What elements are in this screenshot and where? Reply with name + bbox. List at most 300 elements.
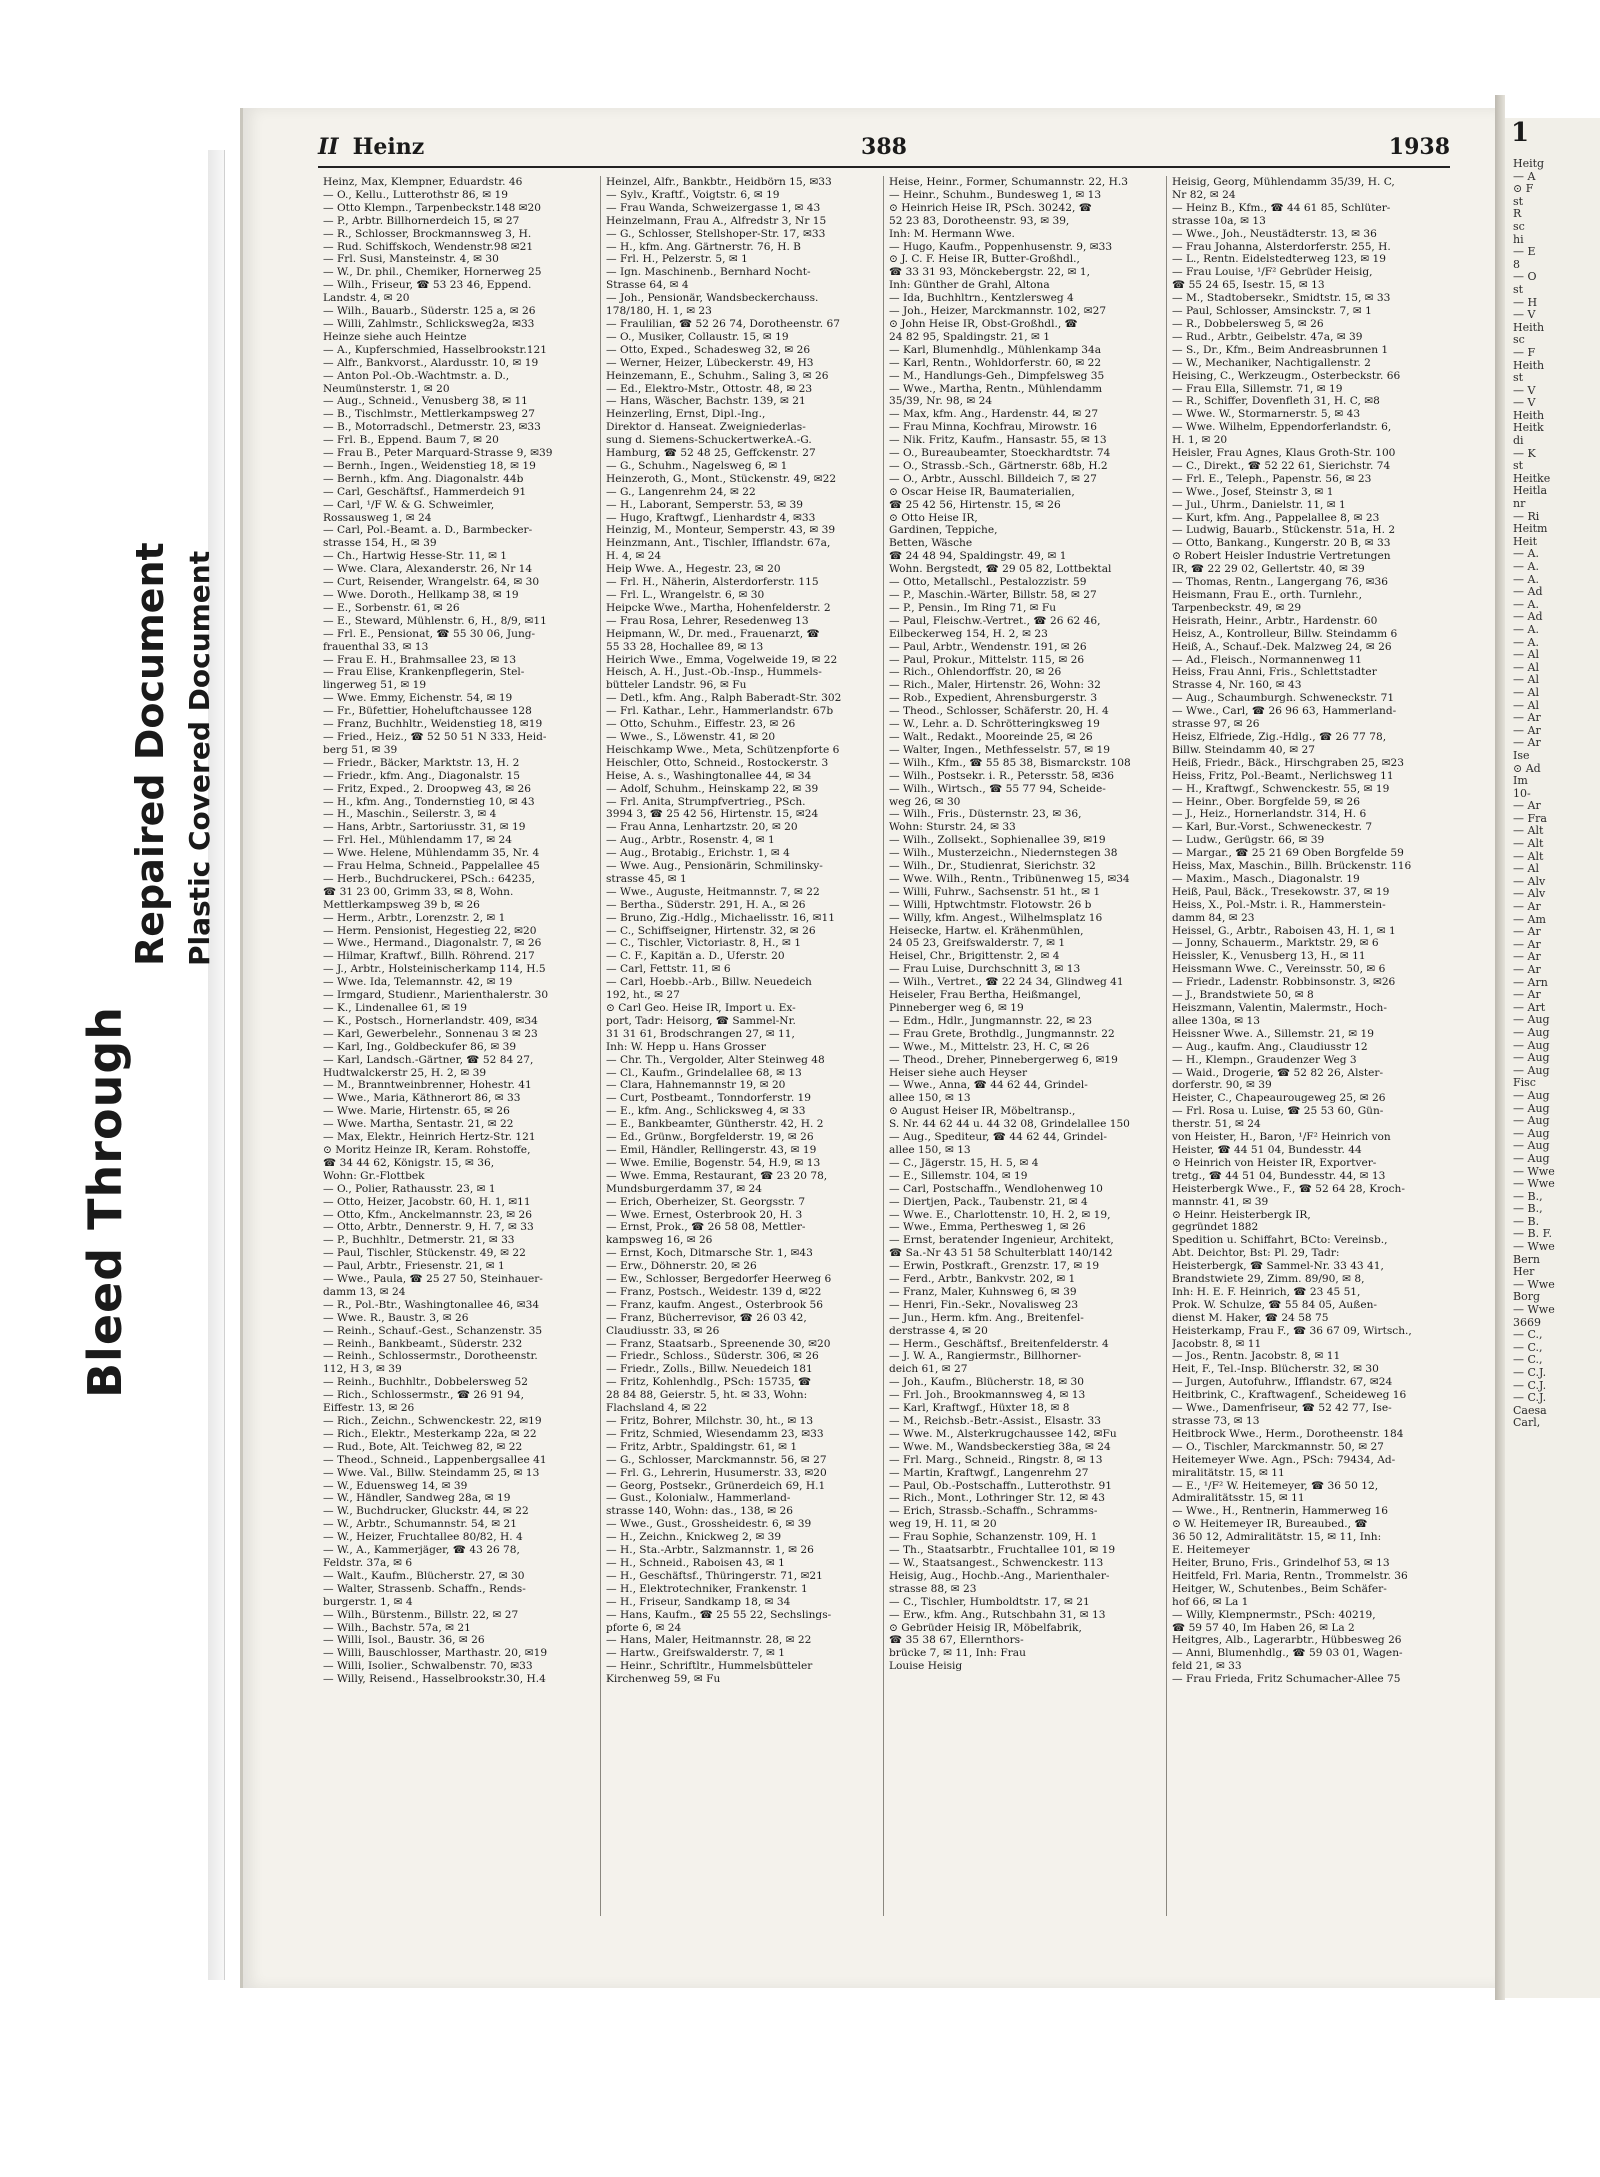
- directory-entry-line: Heismann, Frau E., orth. Turnlehr.,: [1172, 589, 1362, 601]
- directory-entry-line: — G., Langenrehm 24, ✉ 22: [606, 485, 756, 498]
- adjacent-page-line: Fisc: [1513, 1076, 1536, 1090]
- directory-entry-line: Heinzel, Alfr., Bankbtr., Heidbörn 15, ✉33: [606, 176, 832, 188]
- column-4: [1167, 176, 1450, 1916]
- directory-entry-line: — Wwe. M., Alsterkrugchaussee 142, ✉Fu: [889, 1427, 1117, 1440]
- directory-entry-line: von Heister, H., Baron, ¹/F² Heinrich von: [1172, 1131, 1391, 1144]
- directory-entry-line: Heinzmann, Ant., Tischler, Ifflandstr. 67a,: [606, 537, 831, 550]
- directory-entry-line: Heisler, Frau Agnes, Klaus Groth-Str. 100: [1172, 447, 1396, 460]
- directory-entry-line: — Frau Grete, Brothdlg., Jungmannstr. 22: [889, 1027, 1115, 1040]
- directory-entry-line: gegründet 1882: [1172, 1221, 1259, 1234]
- directory-entry-line: Rossausweg 1, ✉ 24: [323, 511, 432, 524]
- directory-entry-line: — H., Friseur, Sandkamp 18, ✉ 34: [606, 1595, 791, 1608]
- adjacent-page-line: Caesa: [1513, 1403, 1547, 1417]
- directory-entry-line: — Th., Staatsarbtr., Fruchtallee 101, ✉ 19: [889, 1544, 1116, 1557]
- directory-entry-line: — Ed., Grünw., Borgfelderstr. 19, ✉ 26: [606, 1131, 814, 1144]
- directory-entry-line: ☎ 35 38 67, Ellernthors-: [889, 1634, 1024, 1647]
- directory-entry-line: Admiralitätsstr. 15, ✉ 11: [1172, 1492, 1305, 1505]
- directory-entry-line: ☎ 59 57 40, Im Haben 26, ✉ La 2: [1172, 1621, 1355, 1634]
- directory-entry-line: — Theod., Schneid., Lappenbergsallee 41: [323, 1453, 547, 1466]
- bleed-through-label: Bleed Through: [78, 1005, 132, 1398]
- directory-entry-line: Eilbeckerweg 154, H. 2, ✉ 23: [889, 627, 1048, 640]
- directory-entry-line: — Erw., Döhnerstr. 20, ✉ 26: [606, 1260, 757, 1273]
- directory-entry-line: Heissmann Wwe. C., Vereinsstr. 50, ✉ 6: [1172, 963, 1386, 976]
- directory-entry-line: Heinzelmann, Frau A., Alfredstr 3, Nr 15: [606, 214, 827, 227]
- directory-entry-line: Heipcke Wwe., Martha, Hohenfelderstr. 2: [606, 601, 831, 614]
- directory-entry-line: — Ludw., Gerügstr. 66, ✉ 39: [1172, 834, 1325, 847]
- directory-entry-line: — G., Schlosser, Marckmannstr. 56, ✉ 27: [606, 1453, 827, 1466]
- directory-entry-line: 192, ht., ✉ 27: [606, 989, 680, 1002]
- directory-entry-line: — Wilh., Vertret., ☎ 22 24 34, Glindweg 41: [889, 976, 1124, 989]
- directory-entry-line: — Wwe. M., Wandsbeckerstieg 38a, ✉ 24: [889, 1440, 1111, 1453]
- section-roman: II: [318, 134, 339, 160]
- directory-entry-line: IR, ☎ 22 29 02, Gellertstr. 40, ✉ 39: [1172, 563, 1365, 576]
- directory-entry-line: — Wwe. Martha, Sentastr. 21, ✉ 22: [323, 1118, 514, 1131]
- adjacent-page-line: — Aug: [1513, 1025, 1550, 1039]
- directory-entry-line: — M., Stadtobersekr., Smidtstr. 15, ✉ 33: [1172, 292, 1391, 305]
- directory-entry-line: — Frau Johanna, Alsterdorferstr. 255, H.: [1172, 240, 1391, 253]
- adjacent-page-line: — B.: [1513, 1214, 1540, 1228]
- adjacent-page-line: — Arn: [1513, 975, 1548, 989]
- adjacent-page-line: — V: [1513, 383, 1536, 397]
- directory-entry-line: — Clara, Hahnemannstr 19, ✉ 20: [606, 1079, 786, 1092]
- directory-entry-line: Heisterbergk, ☎ Sammel-Nr. 33 43 41,: [1172, 1260, 1384, 1273]
- adjacent-page-line: — Alt: [1513, 824, 1544, 838]
- directory-entry-line: — Herm., Geschäftsf., Breitenfelderstr. 4: [889, 1337, 1109, 1350]
- directory-entry-line: Heiter, Bruno, Fris., Grindelhof 53, ✉ 13: [1172, 1556, 1390, 1569]
- directory-entry-line: — Willy, Klempnermstr., PSch: 40219,: [1172, 1608, 1376, 1621]
- directory-entry-line: — E., kfm. Ang., Schlicksweg 4, ✉ 33: [606, 1105, 806, 1118]
- directory-entry-line: — Wwe., Damenfriseur, ☎ 52 42 77, Ise-: [1172, 1402, 1392, 1415]
- directory-entry-line: — Wwe. Ida, Telemannstr. 42, ✉ 19: [323, 976, 513, 989]
- adjacent-page-line: — E: [1513, 245, 1536, 259]
- directory-entry-line: — Erich, Strassb.-Schaffn., Schramms-: [889, 1505, 1098, 1518]
- directory-entry-line: Heiseler, Frau Bertha, Heißmangel,: [889, 989, 1082, 1002]
- directory-entry-line: — Wwe. Emma, Restaurant, ☎ 23 20 78,: [606, 1169, 828, 1182]
- directory-entry-line: — G., Schuhm., Nagelsweg 6, ✉ 1: [606, 459, 788, 472]
- directory-entry-line: — Ad., Fleisch., Normannenweg 11: [1172, 653, 1362, 666]
- directory-entry-line: — Rich., Maler, Hirtenstr. 26, Wohn: 32: [889, 679, 1101, 692]
- directory-entry-line: Heister, ☎ 44 51 04, Bundesstr. 44: [1172, 1143, 1362, 1156]
- directory-entry-line: — Frl. L., Wrangelstr. 6, ✉ 30: [606, 589, 765, 601]
- adjacent-page-line: Borg: [1513, 1290, 1541, 1304]
- directory-entry-line: ☎ 33 31 93, Mönckebergstr. 22, ✉ 1,: [889, 266, 1090, 279]
- directory-entry-line: 24 82 95, Spaldingstr. 21, ✉ 1: [889, 330, 1050, 343]
- adjacent-page-line: — A.: [1513, 560, 1539, 573]
- directory-entry-line: — Otto, Exped., Schadesweg 32, ✉ 26: [606, 343, 811, 356]
- directory-entry-line: — Karl, Ing., Goldbeckufer 86, ✉ 39: [323, 1040, 517, 1053]
- directory-entry-line: — Frau Anna, Lenhartzstr. 20, ✉ 20: [606, 821, 798, 834]
- directory-entry-line: — W., Lehr. a. D. Schrötteringksweg 19: [889, 718, 1100, 731]
- directory-entry-line: Heisig, Georg, Mühlendamm 35/39, H. C,: [1172, 176, 1395, 188]
- directory-entry-line: — K., Lindenallee 61, ✉ 19: [323, 1002, 468, 1014]
- directory-entry-line: — W., Buchdrucker, Gluckstr. 44, ✉ 22: [323, 1505, 529, 1518]
- directory-entry-line: — R., Schiffer, Dovenfleth 31, H. C, ✉8: [1172, 395, 1380, 408]
- directory-entry-line: — Anton Pol.-Ob.-Wachtmstr. a. D.,: [323, 369, 510, 382]
- directory-entry-line: — Reinh., Buchhltr., Dobbelersweg 52: [323, 1376, 529, 1389]
- directory-entry-line: — Wwe. E., Charlottenstr. 10, H. 2, ✉ 19,: [889, 1208, 1111, 1221]
- adjacent-page-line: — Wwe: [1513, 1240, 1555, 1254]
- directory-entry-line: — H., Klempn., Graudenzer Weg 3: [1172, 1053, 1357, 1066]
- directory-entry-line: — Frau Wanda, Schweizergasse 1, ✉ 43: [606, 201, 821, 214]
- directory-entry-line: — Carl, Postschaffn., Wendlohenweg 10: [889, 1182, 1103, 1195]
- directory-entry-line: Louise Heisig: [889, 1660, 963, 1673]
- directory-entry-line: damm 13, ✉ 24: [323, 1285, 406, 1298]
- directory-entry-line: brücke 7, ✉ 11, Inh: Frau: [889, 1647, 1026, 1660]
- directory-entry-line: — Kurt, kfm. Ang., Pappelallee 8, ✉ 23: [1172, 511, 1380, 524]
- directory-entry-line: Mettlerkampsweg 39 b, ✉ 26: [323, 898, 480, 911]
- directory-entry-line: — Wwe., Gust., Grossheidestr. 6, ✉ 39: [606, 1518, 812, 1531]
- directory-entry-line: Wohn. Bergstedt, ☎ 29 05 82, Lottbektal: [889, 563, 1112, 576]
- directory-entry-line: — Otto, Kfm., Anckelmannstr. 23, ✉ 26: [323, 1208, 533, 1221]
- directory-entry-line: — Bruno, Zig.-Hdlg., Michaelisstr. 16, ✉11: [606, 911, 836, 924]
- directory-entry-line: — Walt., Redakt., Mooreinde 25, ✉ 26: [889, 730, 1093, 743]
- directory-entry-line: — Rob., Expedient, Ahrensburgerstr. 3: [889, 692, 1098, 705]
- directory-entry-line: — Reinh., Schlossermstr., Dorotheenstr.: [323, 1350, 538, 1363]
- directory-entry-line: — Paul, Prokur., Mittelstr. 115, ✉ 26: [889, 653, 1085, 666]
- directory-entry-line: Heitbrock Wwe., Herm., Dorotheenstr. 184: [1172, 1427, 1404, 1440]
- adjacent-page-line: — Alt: [1513, 837, 1544, 851]
- directory-entry-line: — Ch., Hartwig Hesse-Str. 11, ✉ 1: [323, 550, 508, 563]
- directory-entry-line: tretg., ☎ 44 51 04, Bundesstr. 44, ✉ 13: [1172, 1169, 1386, 1182]
- directory-entry-line: — Ida, Buchhltrn., Kentzlersweg 4: [889, 292, 1074, 305]
- directory-entry-line: — Karl, Rentn., Wohldorferstr. 60, ✉ 22: [889, 356, 1102, 369]
- directory-entry-line: — Wilh., Bürstenm., Billstr. 22, ✉ 27: [323, 1608, 519, 1621]
- directory-entry-line: — Martin, Kraftwgf., Langenrehm 27: [889, 1466, 1089, 1479]
- directory-entry-line: — Diertjen, Pack., Taubenstr. 21, ✉ 4: [889, 1195, 1088, 1208]
- adjacent-page-line: st: [1513, 194, 1524, 208]
- directory-entry-line: — Wwe., Martha, Rentn., Mühlendamm: [889, 382, 1103, 395]
- directory-entry-line: Mundsburgerdamm 37, ✉ 24: [606, 1182, 762, 1195]
- directory-entry-line: — Reinh., Bankbeamt., Süderstr. 232: [323, 1337, 523, 1350]
- page-number: 388: [861, 134, 907, 160]
- adjacent-page-line: — V: [1513, 396, 1536, 410]
- directory-entry-line: — Friedr., Zolls., Billw. Neuedeich 181: [606, 1363, 813, 1376]
- directory-columns: [318, 176, 1450, 1916]
- directory-entry-line: — J. W. A., Rangiermstr., Billhorner-: [889, 1350, 1082, 1363]
- directory-entry-line: Heiss, X., Pol.-Mstr. i. R., Hammerstein-: [1172, 898, 1386, 911]
- directory-entry-line: — K., Postsch., Hornerlandstr. 409, ✉34: [323, 1014, 538, 1027]
- directory-entry-line: 55 33 28, Hochallee 89, ✉ 13: [606, 640, 764, 653]
- directory-entry-line: Heising, C., Werkzeugm., Osterbeckstr. 66: [1172, 369, 1401, 382]
- directory-entry-line: — Jurgen, Autofuhrw., Ifflandstr. 67, ✉24: [1172, 1376, 1393, 1389]
- directory-entry-line: — Joh., Pensionär, Wandsbeckerchauss.: [606, 292, 819, 305]
- adjacent-page-line: — Alv: [1513, 887, 1546, 901]
- directory-entry-line: — Walter, Ingen., Methfesselstr. 57, ✉ 19: [889, 743, 1110, 756]
- directory-entry-line: — Franz, Maler, Kuhnsweg 6, ✉ 39: [889, 1285, 1077, 1298]
- directory-entry-line: — H., Laborant, Semperstr. 53, ✉ 39: [606, 498, 803, 511]
- directory-entry-line: 178/180, H. 1, ✉ 23: [606, 305, 712, 318]
- directory-entry-line: — Fritz, Arbtr., Spaldingstr. 61, ✉ 1: [606, 1440, 798, 1453]
- directory-entry-line: — Herm. Pensionist, Hegestieg 22, ✉20: [323, 924, 537, 937]
- directory-entry-line: Heiß, Paul, Bäck., Tresekowstr. 37, ✉ 19: [1172, 885, 1390, 898]
- directory-entry-line: kampsweg 16, ✉ 26: [606, 1234, 713, 1247]
- directory-entry-line: — Henri, Fin.-Sekr., Novalisweg 23: [889, 1298, 1079, 1311]
- directory-entry-line: — O., Polier, Rathausstr. 23, ✉ 1: [323, 1182, 496, 1195]
- directory-entry-line: Pinneberger weg 6, ✉ 19: [889, 1002, 1024, 1014]
- adjacent-page-header: 1: [1511, 118, 1530, 148]
- directory-entry-line: — Walt., Kaufm., Blücherstr. 27, ✉ 30: [323, 1569, 525, 1582]
- book-gutter: [1495, 95, 1505, 2000]
- directory-entry-line: — W., Händler, Sandweg 28a, ✉ 19: [323, 1492, 511, 1505]
- directory-entry-line: — Erich, Oberheizer, St. Georgsstr. 7: [606, 1195, 806, 1208]
- directory-entry-line: — Rich., Elektr., Mesterkamp 22a, ✉ 22: [323, 1427, 537, 1440]
- adjacent-page-line: — Aug: [1513, 1101, 1550, 1115]
- directory-entry-line: Heisz, Elfriede, Zig.-Hdlg., ☎ 26 77 78,: [1172, 730, 1387, 743]
- directory-entry-line: — Wwe. R., Baustr. 3, ✉ 26: [323, 1311, 469, 1324]
- plastic-covered-label: Plastic Covered Document: [183, 550, 216, 966]
- directory-entry-line: — Franz, Postsch., Weidestr. 139 d, ✉22: [606, 1285, 822, 1298]
- directory-entry-line: — Ernst, Koch, Ditmarsche Str. 1, ✉43: [606, 1247, 813, 1260]
- directory-entry-line: — O., Musiker, Collaustr. 15, ✉ 19: [606, 330, 789, 343]
- directory-entry-line: port, Tadr: Heisorg, ☎ Sammel-Nr.: [606, 1014, 796, 1027]
- directory-entry-line: — Willi, Isolier., Schwalbenstr. 70, ✉33: [323, 1660, 533, 1673]
- directory-entry-line: ⊙ Otto Heise IR,: [889, 511, 978, 524]
- directory-entry-line: Inh: H. E. F. Heinrich, ☎ 23 45 51,: [1172, 1285, 1361, 1298]
- directory-entry-line: — Otto, Arbtr., Dennerstr. 9, H. 7, ✉ 33: [323, 1221, 534, 1234]
- directory-entry-line: — Carl, Fettstr. 11, ✉ 6: [606, 963, 731, 976]
- directory-entry-line: — Cl., Kaufm., Grindelallee 68, ✉ 13: [606, 1066, 802, 1079]
- directory-entry-line: — W., A., Kammerjäger, ☎ 43 26 78,: [323, 1544, 520, 1557]
- directory-entry-line: — L., Rentn. Eidelstedterweg 123, ✉ 19: [1172, 253, 1387, 266]
- directory-entry-line: — E., ¹/F² W. Heitemeyer, ☎ 36 50 12,: [1172, 1479, 1379, 1492]
- adjacent-page-line: — Ar: [1513, 723, 1541, 737]
- directory-entry-line: — Wwe. W., Stormarnerstr. 5, ✉ 43: [1172, 408, 1361, 421]
- directory-entry-line: — P., Buchhltr., Detmerstr. 21, ✉ 33: [323, 1234, 515, 1247]
- directory-entry-line: 52 23 83, Dorotheenstr. 93, ✉ 39,: [889, 214, 1070, 227]
- directory-entry-line: — Karl, Bur.-Vorst., Schweneckestr. 7: [1172, 821, 1373, 834]
- directory-entry-line: — Hans, Maler, Heitmannstr. 28, ✉ 22: [606, 1634, 812, 1647]
- directory-entry-line: ⊙ Heinr. Heisterbergk IR,: [1172, 1208, 1311, 1221]
- adjacent-page-line: — Aug: [1513, 1063, 1550, 1077]
- directory-entry-line: — Frau Helma, Schneid., Pappelallee 45: [323, 860, 540, 873]
- directory-entry-line: — Frau Ella, Sillemstr. 71, ✉ 19: [1172, 382, 1343, 395]
- adjacent-page-line: sc: [1513, 333, 1525, 347]
- directory-entry-line: — Georg, Postsekr., Grünerdeich 69, H.1: [606, 1479, 826, 1492]
- directory-entry-line: lingerweg 51, ✉ 19: [323, 679, 427, 692]
- directory-entry-line: — Margar., ☎ 25 21 69 Oben Borgfelde 59: [1172, 847, 1404, 860]
- directory-entry-line: — Franz, Buchhltr., Weidenstieg 18, ✉19: [323, 718, 543, 731]
- directory-entry-line: Heip Wwe. A., Hegestr. 23, ✉ 20: [606, 563, 781, 576]
- directory-entry-line: — Wilh., Kfm., ☎ 55 85 38, Bismarckstr. 108: [889, 756, 1131, 769]
- adjacent-page-line: — B. F.: [1513, 1227, 1552, 1241]
- adjacent-page-line: st: [1513, 459, 1524, 473]
- directory-entry-line: — Hans, Kaufm., ☎ 25 55 22, Sechslings-: [606, 1608, 832, 1621]
- directory-entry-line: — Frl. H., Näherin, Alsterdorferstr. 115: [606, 576, 819, 589]
- directory-entry-line: — Carl, ¹/F W. & G. Schweimler,: [323, 498, 495, 511]
- directory-entry-line: Brandstwiete 29, Zimm. 89/90, ✉ 8,: [1172, 1273, 1365, 1286]
- directory-entry-line: — C., Jägerstr. 15, H. 5, ✉ 4: [889, 1156, 1039, 1169]
- adjacent-page-line: — Alv: [1513, 874, 1546, 888]
- directory-entry-line: Flachsland 4, ✉ 22: [606, 1402, 708, 1415]
- directory-entry-line: — Willi, Zahlmstr., Schlicksweg2a, ✉33: [323, 317, 535, 330]
- adjacent-page-line: — Aug: [1513, 1126, 1550, 1140]
- directory-entry-line: Wohn: Gr.-Flottbek: [323, 1169, 425, 1182]
- directory-entry-line: — Fraulilian, ☎ 52 26 74, Dorotheenstr. 67: [606, 317, 840, 330]
- adjacent-page-line: 8: [1513, 257, 1520, 271]
- directory-entry-line: — Irmgard, Studienr., Marienthalerstr. 30: [323, 989, 549, 1002]
- adjacent-page-line: — Am: [1513, 912, 1546, 926]
- directory-entry-line: — C., Schiffseigner, Hirtenstr. 32, ✉ 26: [606, 924, 816, 937]
- directory-entry-line: — Friedr., Bäcker, Marktstr. 13, H. 2: [323, 756, 520, 769]
- directory-entry-line: — Detl., kfm. Ang., Ralph Baberadt-Str. 302: [606, 692, 842, 705]
- directory-entry-line: — M., Branntweinbrenner, Hohestr. 41: [323, 1079, 532, 1092]
- directory-entry-line: Tarpenbeckstr. 49, ✉ 29: [1172, 601, 1302, 614]
- directory-entry-line: therstr. 51, ✉ 24: [1172, 1118, 1261, 1131]
- directory-entry-line: — Rud., Bote, Alt. Teichweg 82, ✉ 22: [323, 1440, 523, 1453]
- directory-entry-line: Heit, F., Tel.-Insp. Blücherstr. 32, ✉ 30: [1172, 1363, 1379, 1376]
- directory-entry-line: Betten, Wäsche: [889, 537, 973, 550]
- directory-entry-line: — Max, Elektr., Heinrich Hertz-Str. 121: [323, 1131, 536, 1144]
- adjacent-page-line: st: [1513, 371, 1524, 385]
- column-2: [601, 176, 884, 1916]
- directory-entry-line: — Anni, Blumenhdlg., ☎ 59 03 01, Wagen-: [1172, 1647, 1403, 1660]
- directory-entry-line: — Wilh., Bauarb., Süderstr. 125 a, ✉ 26: [323, 305, 536, 318]
- directory-entry-line: — Wwe., Anna, ☎ 44 62 44, Grindel-: [889, 1079, 1088, 1092]
- directory-entry-line: Heiss, Fritz, Pol.-Beamt., Nerlichsweg 11: [1172, 769, 1394, 782]
- directory-entry-line: — Rich., Ohlendorffstr. 20, ✉ 26: [889, 666, 1062, 679]
- directory-entry-line: Heisterkamp, Frau F., ☎ 36 67 09, Wirtsch.,: [1172, 1324, 1412, 1337]
- adjacent-page-line: sc: [1513, 219, 1525, 233]
- directory-entry-line: — Willi, Bauschlosser, Marthastr. 20, ✉19: [323, 1647, 548, 1660]
- directory-entry-line: Heissler, K., Venusberg 13, H., ✉ 11: [1172, 950, 1366, 963]
- directory-entry-line: — Chr. Th., Vergolder, Alter Steinweg 48: [606, 1053, 825, 1066]
- directory-entry-line: — Rich., Mont., Lothringer Str. 12, ✉ 43: [889, 1492, 1105, 1505]
- directory-entry-line: Heinzeroth, G., Mont., Stückenstr. 49, ✉22: [606, 472, 837, 485]
- adjacent-page-line: — Aug: [1513, 1151, 1550, 1165]
- directory-entry-line: — Wilh., Bachstr. 57a, ✉ 21: [323, 1621, 471, 1634]
- adjacent-page-line: ⊙ F: [1513, 182, 1534, 196]
- directory-entry-line: — Erw., kfm. Ang., Rutschbahn 31, ✉ 13: [889, 1608, 1106, 1621]
- directory-entry-line: — Frl. H., Pelzerstr. 5, ✉ 1: [606, 253, 748, 266]
- adjacent-page-line: 10-: [1513, 786, 1531, 800]
- directory-entry-line: Heise, Heinr., Former, Schumannstr. 22, H.3: [889, 176, 1128, 188]
- directory-entry-line: Hamburg, ☎ 52 48 25, Geffckenstr. 27: [606, 447, 816, 460]
- adjacent-page-line: — Wwe: [1513, 1303, 1555, 1317]
- directory-entry-line: Billw. Steindamm 40, ✉ 27: [1172, 743, 1315, 756]
- directory-entry-line: Inh: W. Hepp u. Hans Grosser: [606, 1040, 766, 1053]
- directory-entry-line: H. 4, ✉ 24: [606, 550, 662, 563]
- directory-entry-line: — Bernh., kfm. Ang. Diagonalstr. 44b: [323, 472, 524, 485]
- directory-entry-line: — R., Pol.-Btr., Washingtonallee 46, ✉34: [323, 1298, 540, 1311]
- adjacent-page-line: — C.,: [1513, 1340, 1543, 1354]
- directory-entry-line: — H., Maschin., Seilerstr. 3, ✉ 4: [323, 808, 497, 821]
- directory-entry-line: Heisrath, Heinr., Arbtr., Hardenstr. 60: [1172, 614, 1378, 627]
- adjacent-page-line: — Ar: [1513, 988, 1541, 1002]
- directory-entry-line: strasse 154, H., ✉ 39: [323, 537, 437, 550]
- directory-entry-line: — W., Heizer, Fruchtallee 80/82, H. 4: [323, 1531, 523, 1544]
- directory-entry-line: Heinzig, M., Monteur, Semperstr. 43, ✉ 39: [606, 524, 836, 537]
- directory-entry-line: — Fr., Büfettier, Hoheluftchaussee 128: [323, 705, 532, 718]
- directory-entry-line: — Max, kfm. Ang., Hardenstr. 44, ✉ 27: [889, 408, 1099, 421]
- directory-entry-line: — E., Bankbeamter, Güntherstr. 42, H. 2: [606, 1118, 824, 1131]
- directory-entry-line: Heinz, Max, Klempner, Eduardstr. 46: [323, 176, 523, 188]
- directory-entry-line: — Wwe. Doroth., Hellkamp 38, ✉ 19: [323, 589, 519, 601]
- directory-entry-line: — Willi, Hptwchtmstr. Flotowstr. 26 b: [889, 898, 1092, 911]
- adjacent-page-line: — A.: [1513, 597, 1539, 611]
- directory-entry-line: ⊙ John Heise IR, Obst-Großhdl., ☎: [889, 317, 1078, 330]
- directory-entry-line: — Herb., Buchdruckerei, PSch.: 64235,: [323, 872, 536, 885]
- directory-entry-line: — W., Mechaniker, Nachtigallenstr. 2: [1172, 356, 1371, 369]
- directory-entry-line: — C., Direkt., ☎ 52 22 61, Sierichstr. 74: [1172, 459, 1391, 472]
- directory-entry-line: miralitätstr. 15, ✉ 11: [1172, 1466, 1285, 1479]
- directory-entry-line: — S., Dr., Kfm., Beim Andreasbrunnen 1: [1172, 343, 1389, 356]
- adjacent-page-line: — K: [1513, 446, 1536, 460]
- adjacent-page-line: Ise: [1513, 748, 1530, 762]
- directory-entry-line: — Aug., Schneid., Venusberg 38, ✉ 11: [323, 395, 528, 408]
- adjacent-page-line: nr: [1513, 497, 1526, 511]
- directory-entry-line: H. 1, ✉ 20: [1172, 434, 1228, 447]
- directory-entry-line: E. Heitemeyer: [1172, 1544, 1250, 1557]
- directory-entry-line: — Frau Luise, Durchschnitt 3, ✉ 13: [889, 963, 1081, 976]
- directory-entry-line: ⊙ Carl Geo. Heise IR, Import u. Ex-: [606, 1002, 796, 1014]
- directory-entry-line: — Frl. Susi, Mansteinstr. 4, ✉ 30: [323, 253, 499, 266]
- directory-entry-line: feld 21, ✉ 33: [1172, 1660, 1242, 1673]
- directory-entry-line: ☎ 34 44 62, Königstr. 15, ✉ 36,: [323, 1156, 495, 1169]
- directory-entry-line: Heitemeyer Wwe. Agn., PSch: 79434, Ad-: [1172, 1453, 1396, 1466]
- adjacent-page-line: Her: [1513, 1265, 1535, 1279]
- directory-entry-line: — Wwe., Carl, ☎ 26 96 63, Hammerland-: [1172, 705, 1397, 718]
- directory-entry-line: — Wwe., Hermand., Diagonalstr. 7, ✉ 26: [323, 937, 542, 950]
- directory-entry-line: — H., Elektrotechniker, Frankenstr. 1: [606, 1582, 808, 1595]
- directory-entry-line: — Herm., Arbtr., Lorenzstr. 2, ✉ 1: [323, 911, 506, 924]
- directory-entry-line: — Frl. Joh., Brookmannsweg 4, ✉ 13: [889, 1389, 1086, 1402]
- directory-entry-line: Heisecke, Hartw. el. Krähenmühlen,: [889, 924, 1084, 937]
- directory-entry-line: — Waid., Drogerie, ☎ 52 82 26, Alster-: [1172, 1066, 1384, 1079]
- directory-entry-line: — Wilh., Wirtsch., ☎ 55 77 94, Scheide-: [889, 782, 1106, 795]
- directory-entry-line: — E., Sorbenstr. 61, ✉ 26: [323, 601, 460, 614]
- adjacent-page-lines: [1505, 158, 1600, 1430]
- directory-entry-line: ⊙ Moritz Heinze IR, Keram. Rohstoffe,: [323, 1143, 531, 1156]
- directory-entry-line: Landstr. 4, ✉ 20: [323, 292, 410, 305]
- adjacent-page-line: — Al: [1513, 698, 1539, 712]
- directory-entry-line: — Wwe. Wilh., Rentn., Tribünenweg 15, ✉34: [889, 872, 1130, 885]
- adjacent-page-line: — Wwe: [1513, 1177, 1555, 1191]
- directory-entry-line: — W., Dr. phil., Chemiker, Hornerweg 25: [323, 266, 542, 279]
- directory-entry-line: — Fried., Heiz., ☎ 52 50 51 N 333, Heid-: [323, 730, 547, 743]
- adjacent-page-line: — Ar: [1513, 711, 1541, 725]
- directory-entry-line: Inh: M. Hermann Wwe.: [889, 227, 1015, 240]
- adjacent-page-line: — Art: [1513, 1000, 1546, 1014]
- directory-entry-line: — R., Dobbelersweg 5, ✉ 26: [1172, 317, 1324, 330]
- directory-entry-line: strasse 73, ✉ 13: [1172, 1415, 1260, 1427]
- directory-entry-line: — Emil, Händler, Rellingerstr. 43, ✉ 19: [606, 1143, 817, 1156]
- directory-entry-line: — Frau Louise, ¹/F² Gebrüder Heisig,: [1172, 266, 1373, 279]
- adjacent-page-line: hi: [1513, 232, 1524, 246]
- directory-entry-line: — Paul, Ob.-Postschaffn., Lutterothstr. 91: [889, 1479, 1112, 1492]
- directory-entry-line: Heisig, Aug., Hochb.-Ang., Marienthaler-: [889, 1569, 1110, 1582]
- page-header: [318, 130, 1450, 168]
- directory-entry-line: Heiss, Frau Anni, Fris., Schlettstadter: [1172, 666, 1377, 679]
- directory-entry-line: — Frl. Hel., Mühlendamm 17, ✉ 24: [323, 834, 512, 847]
- directory-entry-line: — Wwe., Maria, Käthnerort 86, ✉ 33: [323, 1092, 521, 1105]
- year: 1938: [1388, 134, 1450, 160]
- directory-entry-line: — Frau Frieda, Fritz Schumacher-Allee 75: [1172, 1673, 1401, 1686]
- directory-entry-line: — Paul, Fleischw.-Vertret., ☎ 26 62 46,: [889, 614, 1101, 627]
- directory-entry-line: Claudiusstr. 33, ✉ 26: [606, 1324, 720, 1337]
- directory-entry-line: — Jul., Uhrm., Danielstr. 11, ✉ 1: [1172, 498, 1346, 511]
- directory-entry-line: — Wwe. Ernest, Osterbrook 20, H. 3: [606, 1208, 803, 1221]
- directory-entry-line: — Willi, Isol., Baustr. 36, ✉ 26: [323, 1634, 485, 1647]
- directory-entry-line: strasse 97, ✉ 26: [1172, 718, 1260, 731]
- directory-entry-line: — Paul, Schlosser, Amsinckstr. 7, ✉ 1: [1172, 305, 1372, 318]
- directory-entry-line: — Franz, kaufm. Angest., Osterbrook 56: [606, 1298, 823, 1311]
- directory-entry-line: pforte 6, ✉ 24: [606, 1621, 682, 1634]
- directory-entry-line: — Aug., Arbtr., Rosenstr. 4, ✉ 1: [606, 834, 775, 847]
- directory-entry-line: Heinzerling, Ernst, Dipl.-Ing.,: [606, 408, 766, 421]
- adjacent-page-line: Heith: [1513, 358, 1545, 372]
- adjacent-page-line: — Aug: [1513, 1114, 1550, 1128]
- directory-entry-line: berg 51, ✉ 39: [323, 743, 398, 756]
